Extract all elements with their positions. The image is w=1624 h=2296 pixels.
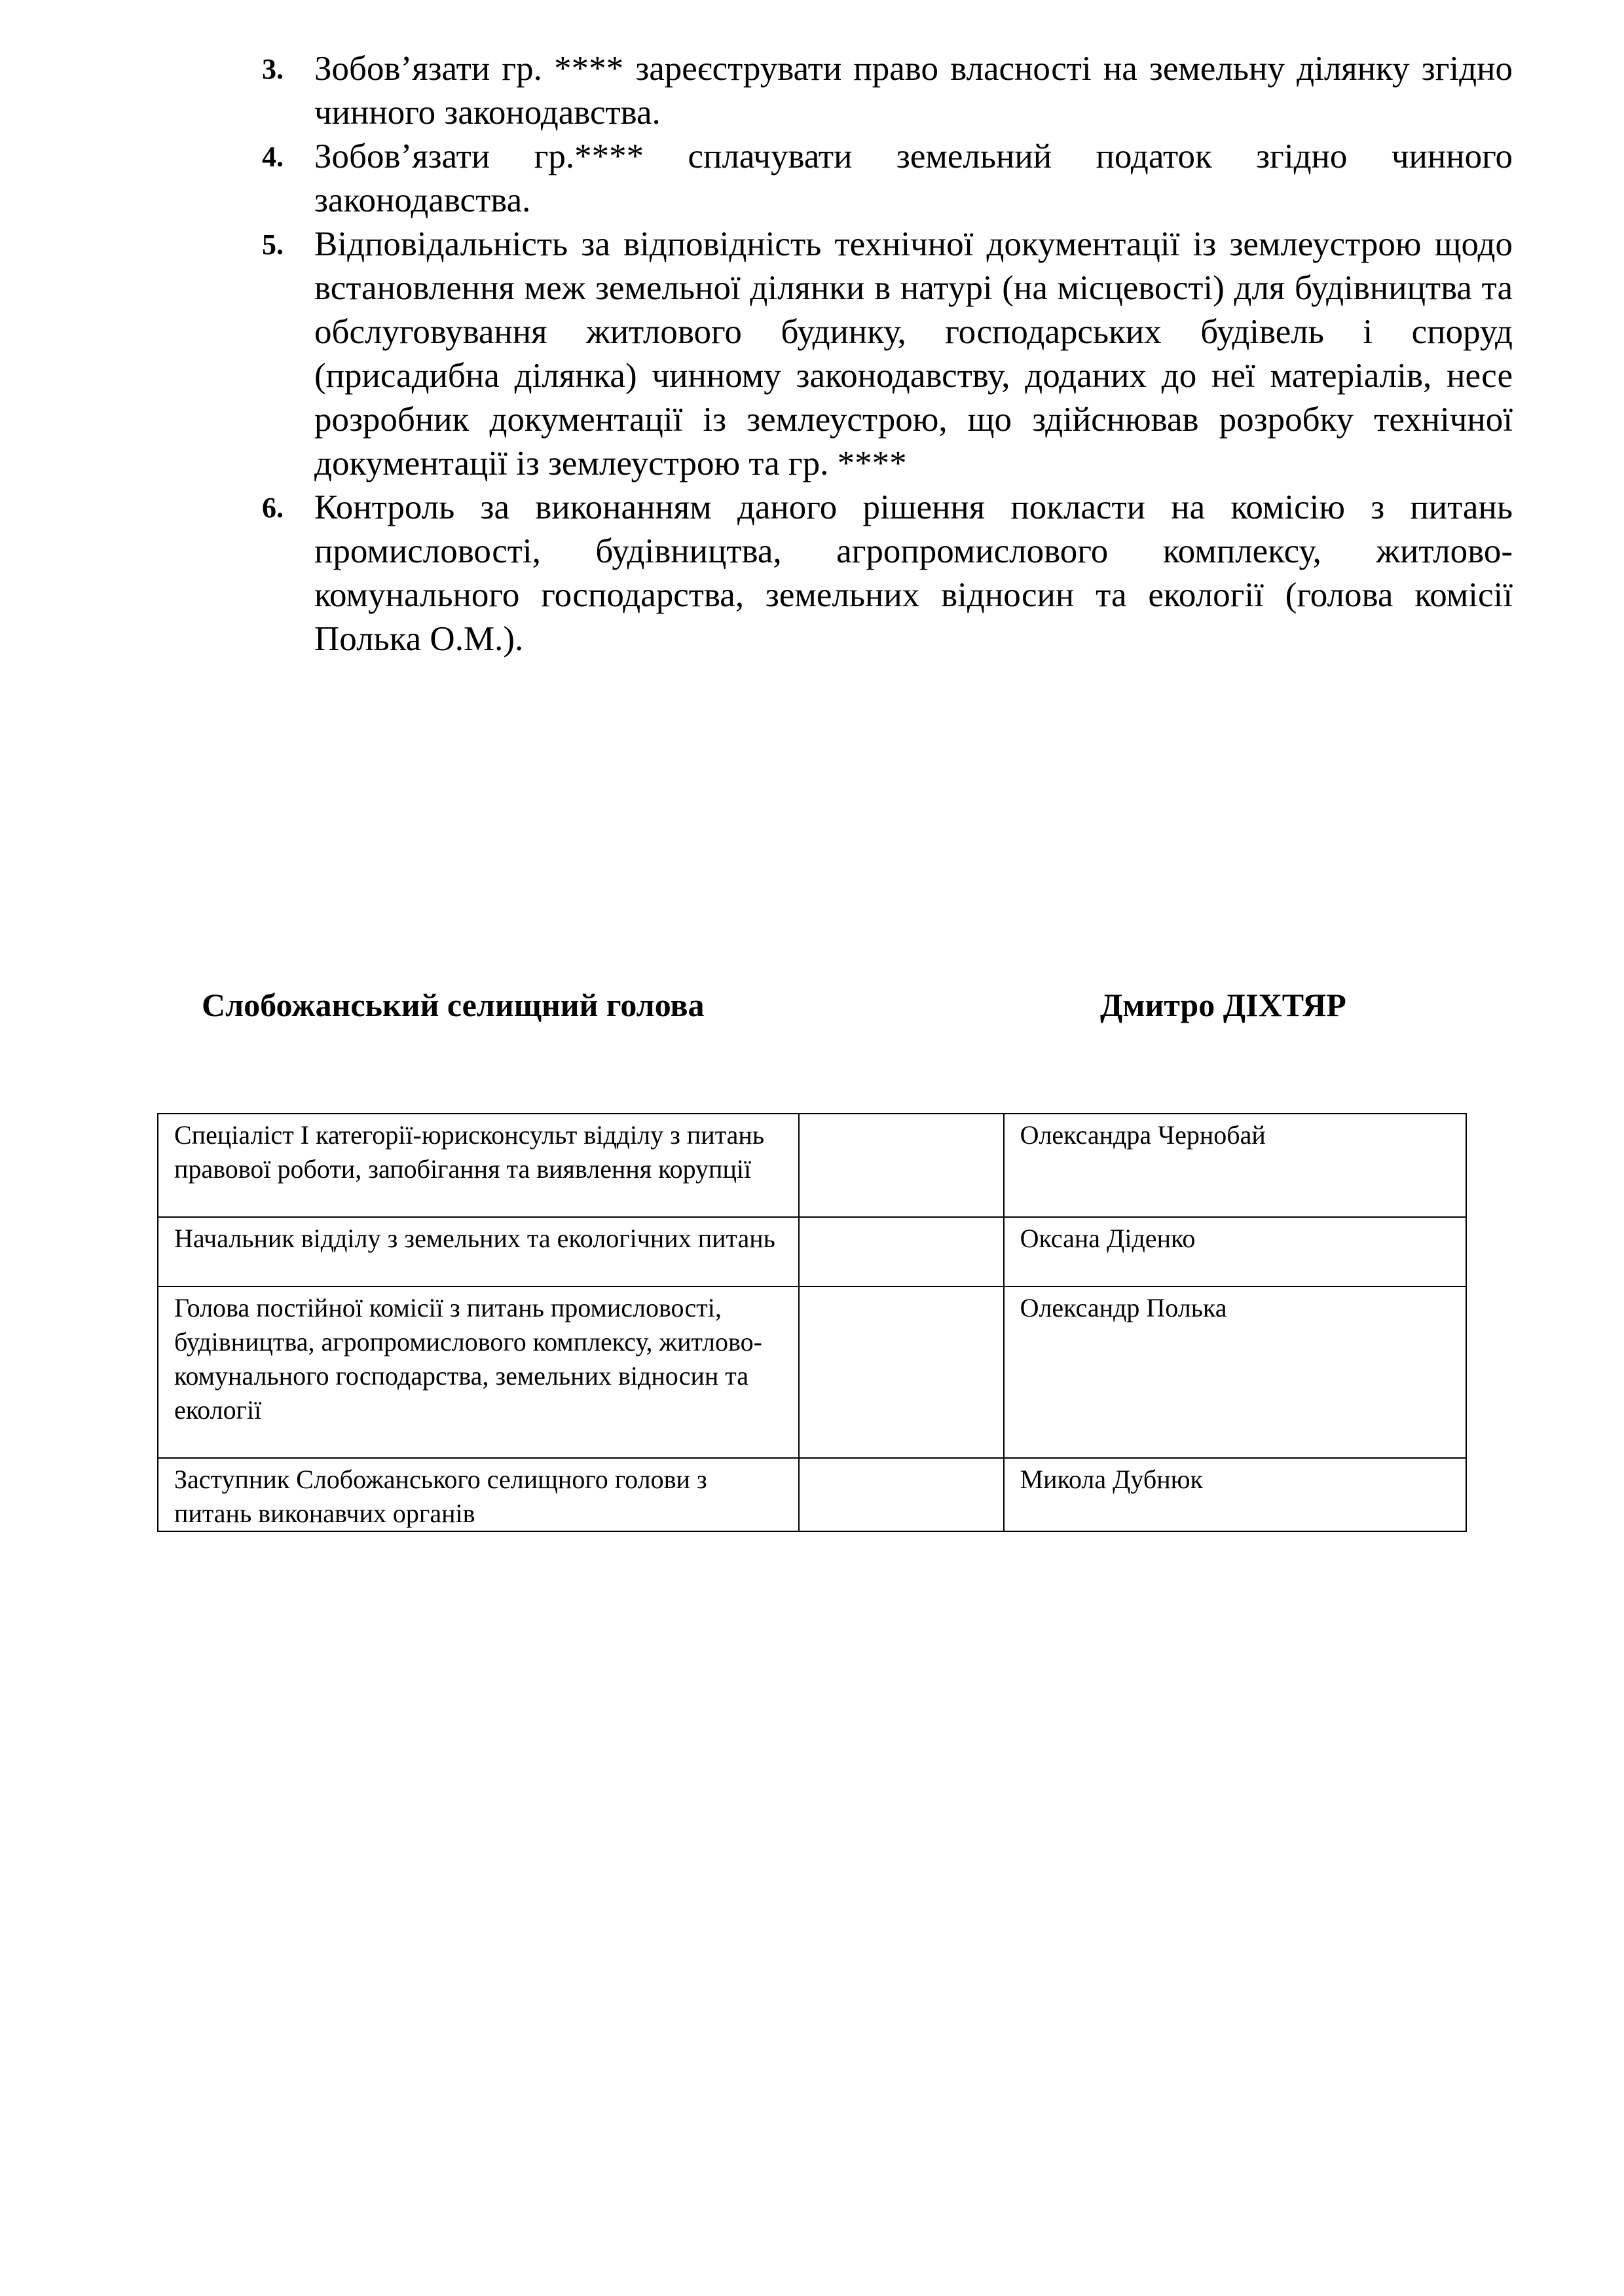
table-row <box>158 1286 1466 1458</box>
signature-cell <box>799 1458 1004 1531</box>
approver-name: Олександр Полька <box>1004 1286 1466 1458</box>
table-row <box>158 1458 1466 1531</box>
approver-position: Спеціаліст І категорії-юрисконсульт відділу з питань правової роботи, запобігання та виявлення корупції <box>158 1114 799 1217</box>
approver-position: Начальник відділу з земельних та екологічних питань <box>158 1217 799 1286</box>
clause-6 <box>262 486 1513 661</box>
clause-text: Зобов’язати гр.**** сплачувати земельний податок згідно чинного законодавства. <box>314 137 1513 219</box>
clause-text: Зобов’язати гр. **** зареєструвати право власності на земельну ділянку згідно чинного законодавства. <box>314 50 1513 132</box>
clause-3 <box>262 47 1513 135</box>
signatory-position: Слобожанський селищний голова <box>202 987 705 1023</box>
approver-position: Заступник Слобожанського селищного голови з питань виконавчих органів <box>158 1458 799 1531</box>
clause-number: 5. <box>262 228 284 261</box>
signature-cell <box>799 1286 1004 1458</box>
approvals-table <box>157 1113 1467 1532</box>
approver-name: Микола Дубнюк <box>1004 1458 1466 1531</box>
approver-position: Голова постійної комісії з питань промисловості, будівництва, агропромислового комплексу, житлово-комунального господарства, земельних відносин та екології <box>158 1286 799 1458</box>
clause-number: 3. <box>262 53 284 85</box>
clause-4 <box>262 135 1513 223</box>
clause-text: Відповідальність за відповідність технічної документації із землеустрою щодо встановлення меж земельної ділянки в натурі (на місцевості) для будівництва та обслуговування житлового будинку, господарських будівель і споруд (присадибна ділянка) чинному законодавству, доданих до неї матеріалів, несе розробник документації із землеустрою, що здійснював розробку технічної документації із землеустрою та гр. **** <box>314 225 1513 483</box>
signature-cell <box>799 1217 1004 1286</box>
table-row <box>158 1114 1466 1217</box>
approver-name: Олександра Чернобай <box>1004 1114 1466 1217</box>
approver-name: Оксана Діденко <box>1004 1217 1466 1286</box>
signature-cell <box>799 1114 1004 1217</box>
signatory-name: Дмитро ДІХТЯР <box>1100 987 1346 1023</box>
clause-number: 4. <box>262 141 284 173</box>
resolution-clauses <box>262 47 1513 661</box>
table-row <box>158 1217 1466 1286</box>
clause-text: Контроль за виконанням даного рішення покласти на комісію з питань промисловості, будівництва, агропромислового комплексу, житлово-комунального господарства, земельних відносин та екології (голова комісії Полька О.М.). <box>314 488 1513 658</box>
clause-5 <box>262 223 1513 486</box>
clause-number: 6. <box>262 492 284 524</box>
signature-block <box>0 979 1624 1031</box>
